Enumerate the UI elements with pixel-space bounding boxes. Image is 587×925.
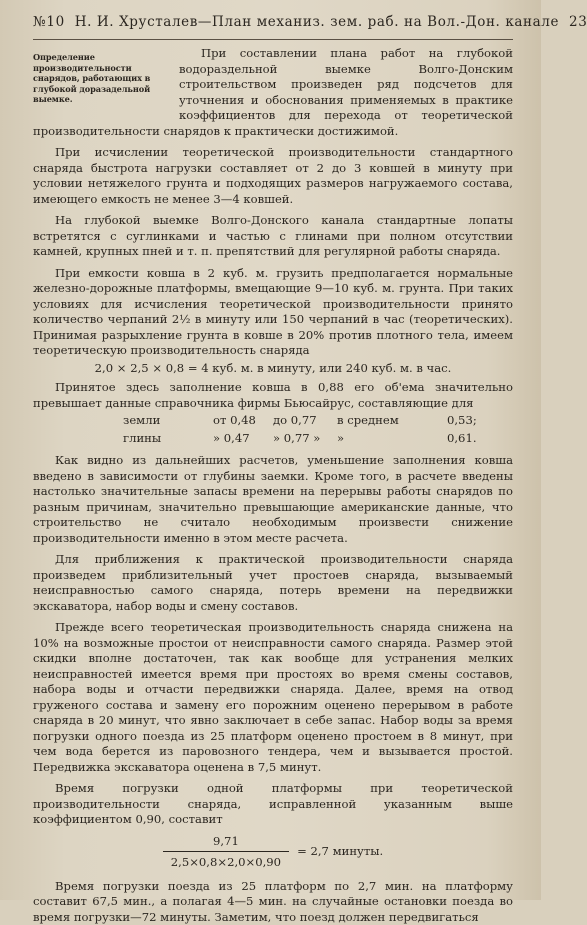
running-title: Н. И. Хрусталев—План механиз. зем. раб. на Вол.-Дон. канале — [75, 14, 559, 30]
soil-label: глины — [33, 429, 213, 447]
fill-to: до 0,77 — [273, 411, 337, 429]
paragraph: Принятое здесь заполнение ковша в 0,88 его об'ема значительно превышает данные справочника фирмы Бьюсайрус, составляющие для — [33, 380, 513, 411]
fill-avg: 0,53; — [447, 411, 487, 429]
fill-from: от 0,48 — [213, 411, 273, 429]
fill-avg-label: » — [337, 429, 447, 447]
soil-label: земли — [33, 411, 213, 429]
fill-row-earth — [33, 411, 513, 429]
fill-avg: 0,61. — [447, 429, 487, 447]
paragraph: Для приближения к практической производительности снаряда произведем приблизительный учет простоев снаряда, вызываемый неисправностью самого снаряда, потерь времени на передвижки экскаватора, набор воды и смену составов. — [33, 552, 513, 614]
paragraph: На глубокой выемке Волго-Донского канала стандартные лопаты встретятся с суглинками и частью с глинами при полном отсутствии камней, крупных пней и т. п. препятствий для регулярной работы снаряда. — [33, 213, 513, 260]
paragraph: Как видно из дальнейших расчетов, уменьшение заполнения ковша введено в зависимости от глубины заемки. Кроме того, в расчете введены настолько значительные запасы времени на перерывы работы снарядов по разным причинам, значительно превышающие американские данные, что строительство не считало необходимым произвести снижение производительности именно в этом месте расчета. — [33, 453, 513, 546]
fill-row-clay — [33, 429, 513, 447]
fill-to: » 0,77 » — [273, 429, 337, 447]
paragraph: Прежде всего теоретическая производительность снаряда снижена на 10% на возможные простои от неисправности самого снаряда. Размер этой скидки вполне достаточен, так как вообще для устранения мелких неисправностей имеется время при простоях во время смены составов, набора воды и отчасти передвижки снаряда. Далее, время на отвод груженого состава и замену его порожним оценено перерывом в работе снаряда в 20 минут, что явно заключает в себе запас. Набор воды за время погрузки одного поезда из 25 платформ оценено простоем в 8 минут, при чем вода берется из паровозного тендера, чем и вызывается простой. Передвижка экскаватора оценена в 7,5 минут. — [33, 620, 513, 775]
paragraph: Время погрузки поезда из 25 платформ по 2,7 мин. на платформу составит 67,5 мин., а полагая 4—5 мин. на случайные остановки поезда во время погрузки—72 минуты. Заметим, что поезд должен передвигаться — [33, 879, 513, 925]
margin-heading: Определение производительности снарядов, работающих в глубокой доразадельной выемке. — [33, 52, 165, 105]
fill-avg-label: в среднем — [337, 411, 447, 429]
paragraph: При составлении плана работ на глубокой водораздельной выемке Волго-Донским строительством произведен ряд подсчетов для уточнения и обоснования применяемых в практике коэффициентов для перехода от теоретической производительности снарядов к практически достижимой. — [33, 46, 513, 139]
running-header — [33, 14, 513, 40]
paragraph: При емкости ковша в 2 куб. м. грузить предполагается нормальные железно-дорожные платформы, вмещающие 9—10 куб. м. грунта. При таких условиях для исчисления теоретической производительности принято количество черпаний 2½ в минуту или 150 черпаний в час (теоретических). Принимая разрыхление грунта в ковше в 20% против плотного тела, имеем теоретическую производительность снаряда — [33, 266, 513, 359]
page-number: 23 — [569, 14, 587, 30]
fill-from: » 0,47 — [213, 429, 273, 447]
paragraph: Время погрузки одной платформы при теоретической производительности снаряда, исправленной указанным выше коэффициентом 0,90, составит — [33, 781, 513, 828]
fraction-numerator: 9,71 — [209, 834, 243, 852]
loading-time-formula — [33, 834, 513, 871]
journal-number: №10 — [33, 14, 65, 30]
body-text — [33, 40, 513, 925]
fraction-denominator: 2,5×0,8×2,0×0,90 — [163, 851, 289, 871]
productivity-formula: 2,0 × 2,5 × 0,8 = 4 куб. м. в минуту, или 240 куб. м. в час. — [33, 361, 513, 377]
fraction — [163, 834, 289, 871]
paragraph: При исчислении теоретической производительности стандартного снаряда быстрота нагрузки составляет от 2 до 3 ковшей в минуту при условии нетяжелого грунта и подходящих размеров нагружаемого состава, имеющего емкость не менее 3—4 ковшей. — [33, 145, 513, 207]
fraction-result: = 2,7 минуты. — [297, 844, 383, 860]
